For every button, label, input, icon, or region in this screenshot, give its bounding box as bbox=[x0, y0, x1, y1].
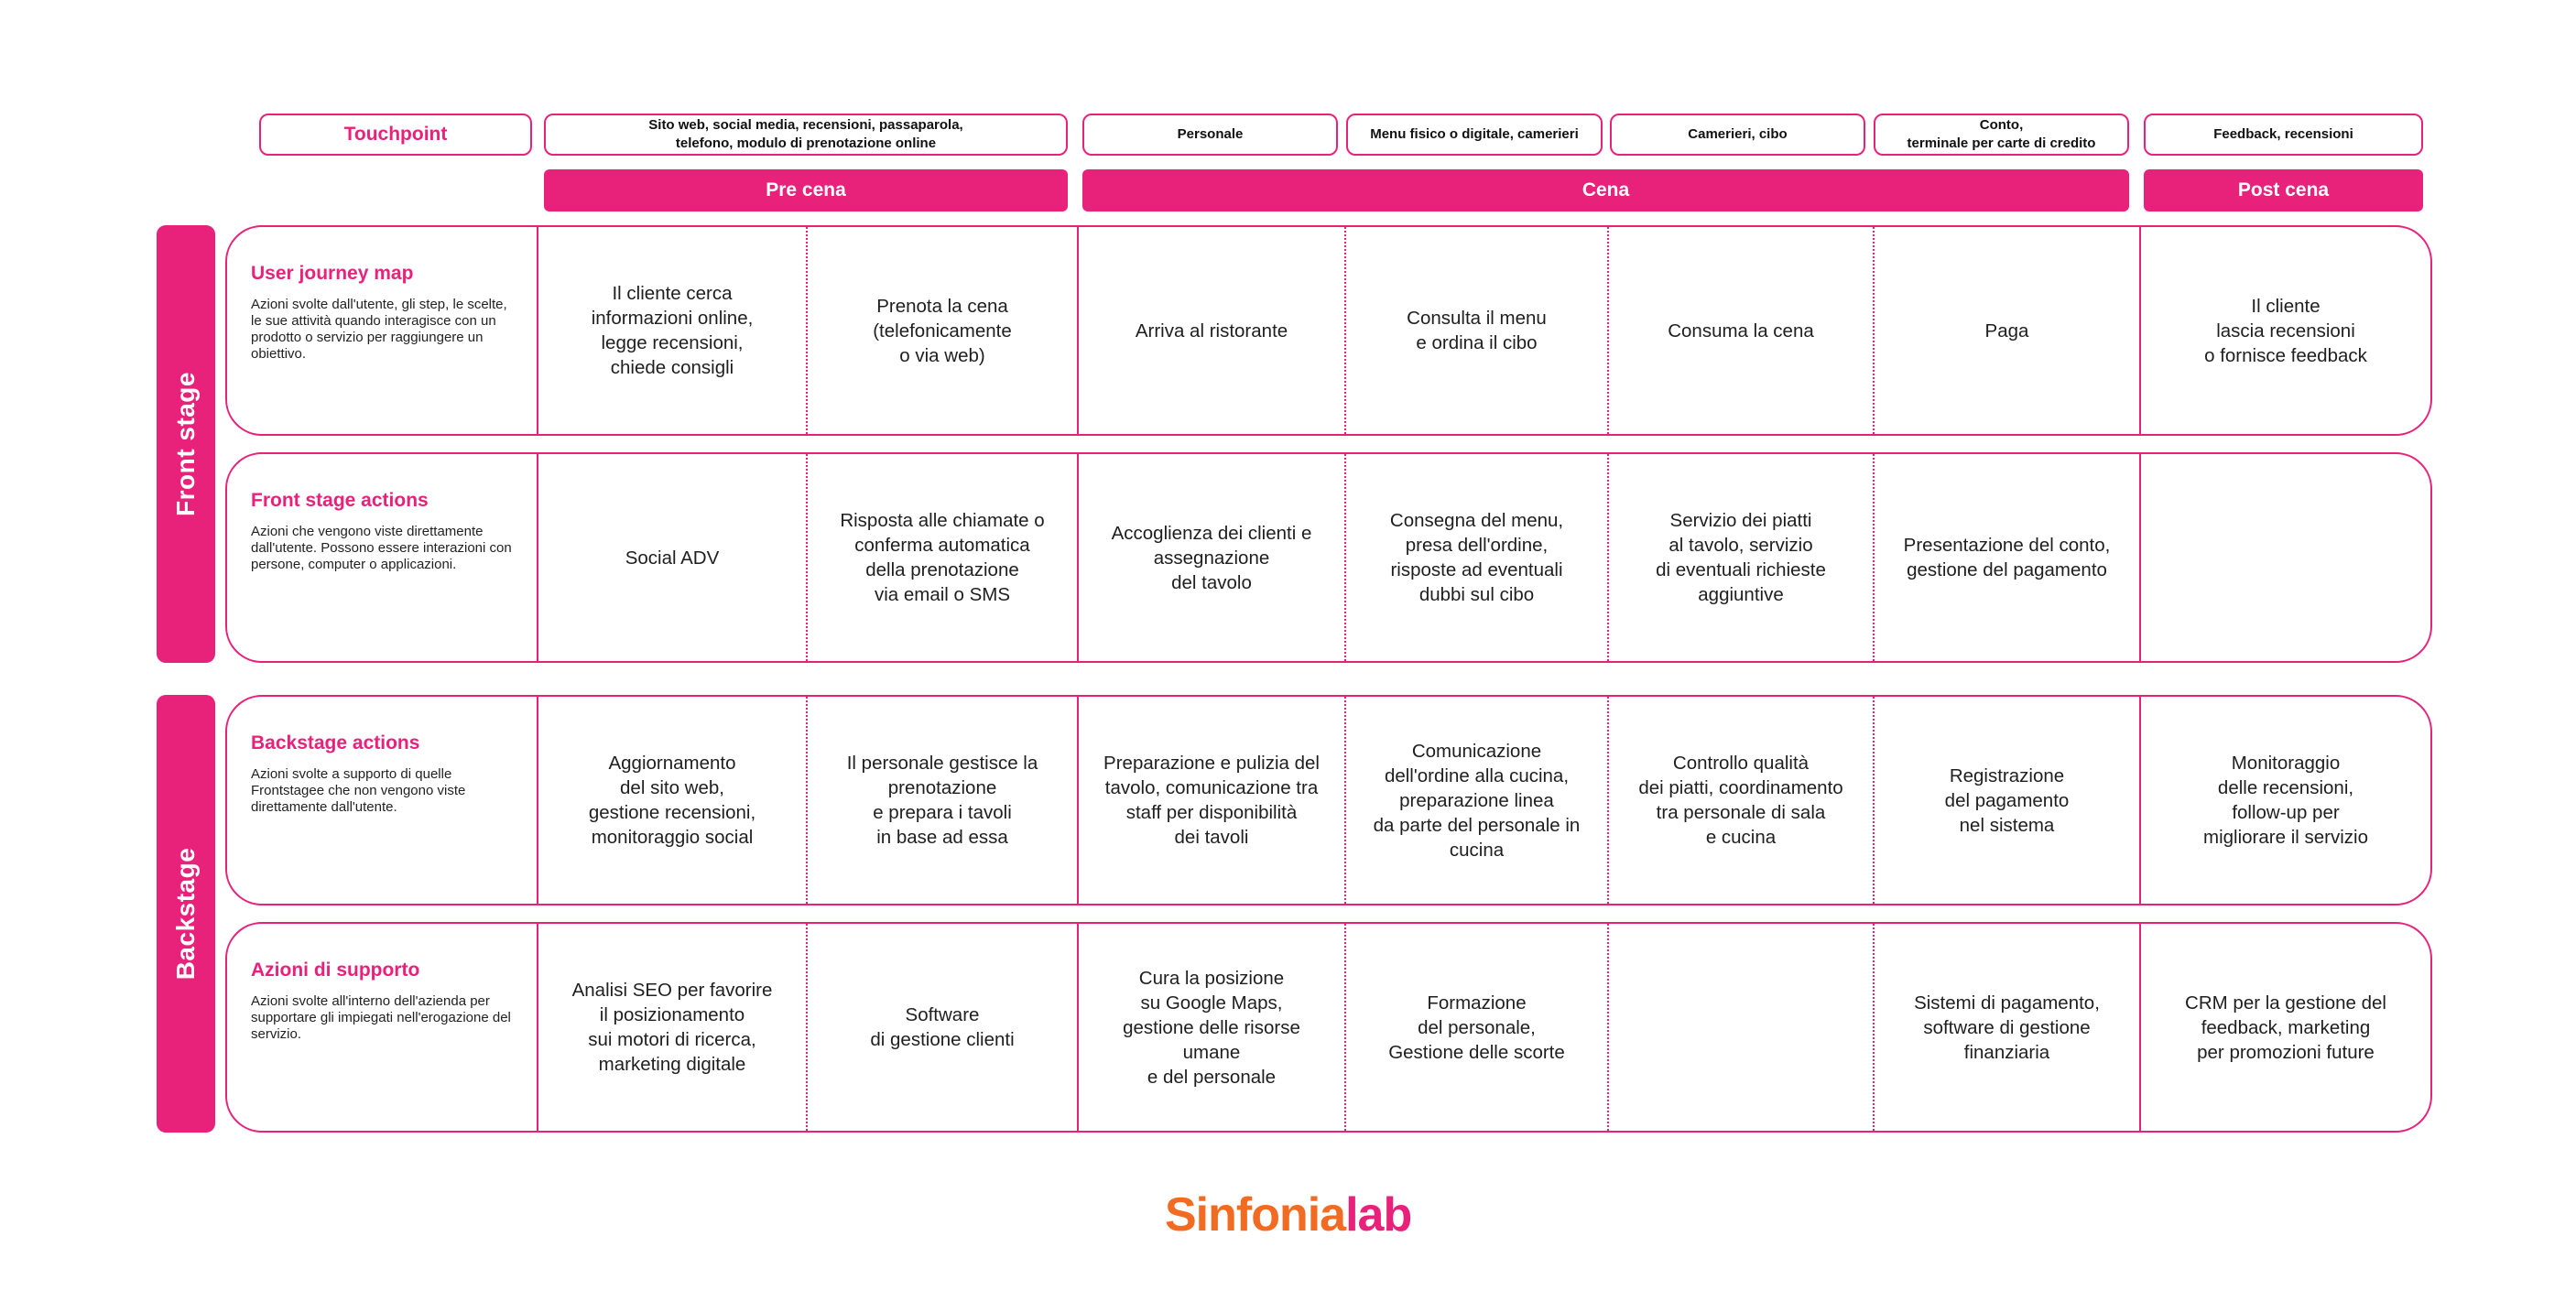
touchpoint-arrival: Personale bbox=[1082, 114, 1338, 156]
support-cell: Sistemi di pagamento, software di gestione finanziaria bbox=[1914, 992, 2100, 1063]
journey-cell: Consuma la cena bbox=[1668, 320, 1814, 342]
logo-part-lab: lab bbox=[1345, 1188, 1412, 1241]
touchpoint-label: Touchpoint bbox=[259, 114, 532, 156]
journey-cell: Prenota la cena (telefonicamente o via web) bbox=[873, 295, 1012, 366]
row-description-text: Azioni che vengono viste direttamente dall'utente. Possono essere interazioni con persone, computer o applicazioni. bbox=[251, 524, 512, 572]
row-title: Backstage actions bbox=[251, 732, 420, 753]
backstage-cell: Controllo qualità dei piatti, coordinamento tra personale di sala e cucina bbox=[1638, 753, 1843, 848]
touchpoint-pre-cena: Sito web, social media, recensioni, passaparola, telefono, modulo di prenotazione online bbox=[544, 114, 1068, 156]
touchpoint-post-cena: Feedback, recensioni bbox=[2144, 114, 2423, 156]
row-front-stage-actions bbox=[225, 452, 2432, 663]
backstage-label: Backstage bbox=[171, 847, 200, 981]
row-description bbox=[227, 454, 537, 661]
backstage-cell: Registrazione del pagamento nel sistema bbox=[1944, 764, 2070, 836]
row-description bbox=[227, 697, 537, 904]
front-stage-sidebar bbox=[157, 225, 215, 663]
journey-cell: Il cliente cerca informazioni online, legge recensioni, chiede consigli bbox=[591, 283, 754, 378]
phase-pre-cena: Pre cena bbox=[544, 169, 1068, 211]
support-cell: Software di gestione clienti bbox=[870, 1004, 1015, 1050]
row-backstage-actions bbox=[225, 695, 2432, 905]
support-cell: Analisi SEO per favorire il posizionamento sui motori di ricerca, marketing digitale bbox=[571, 980, 773, 1075]
front-stage-label: Front stage bbox=[171, 372, 200, 516]
journey-cell: Consulta il menu e ordina il cibo bbox=[1407, 308, 1547, 353]
backstage-cell: Comunicazione dell'ordine alla cucina, preparazione linea da parte del personale in cucina bbox=[1373, 740, 1581, 861]
row-user-journey-map bbox=[225, 225, 2432, 436]
row-title: Front stage actions bbox=[251, 490, 429, 511]
front-stage-cell: Consegna del menu, presa dell'ordine, risposte ad eventuali dubbi sul cibo bbox=[1389, 510, 1564, 605]
front-stage-cell: Accoglienza dei clienti e assegnazione del tavolo bbox=[1111, 522, 1312, 593]
front-stage-cell: Presentazione del conto, gestione del pagamento bbox=[1903, 535, 2111, 580]
row-description bbox=[227, 227, 537, 434]
backstage-sidebar bbox=[157, 695, 215, 1133]
phase-cena: Cena bbox=[1082, 169, 2129, 211]
front-stage-cell: Servizio dei piatti al tavolo, servizio di eventuali richieste aggiuntive bbox=[1656, 510, 1826, 605]
backstage-cell: Aggiornamento del sito web, gestione recensioni, monitoraggio social bbox=[588, 753, 756, 848]
touchpoint-meal: Camerieri, cibo bbox=[1610, 114, 1865, 156]
journey-cell: Arriva al ristorante bbox=[1135, 320, 1288, 342]
support-cell: Formazione del personale, Gestione delle scorte bbox=[1388, 992, 1565, 1063]
row-azioni-di-supporto bbox=[225, 922, 2432, 1133]
touchpoint-order: Menu fisico o digitale, camerieri bbox=[1346, 114, 1603, 156]
row-description bbox=[227, 924, 537, 1131]
journey-cell: Il cliente lascia recensioni o fornisce feedback bbox=[2204, 295, 2367, 366]
row-title: User journey map bbox=[251, 263, 414, 284]
backstage-cell: Il personale gestisce la prenotazione e prepara i tavoli in base ad essa bbox=[846, 753, 1038, 848]
logo-part-sinfonia: Sinfonia bbox=[1165, 1188, 1346, 1241]
row-description-text: Azioni svolte dall'utente, gli step, le scelte, le sue attività quando interagisce con un prodotto o servizio per raggiungere un obiettivo. bbox=[251, 297, 507, 362]
journey-cell: Paga bbox=[1984, 320, 2029, 342]
backstage-cell: Monitoraggio delle recensioni, follow-up per migliorare il servizio bbox=[2203, 753, 2368, 848]
support-cell: Cura la posizione su Google Maps, gestione delle risorse umane e del personale bbox=[1123, 967, 1300, 1088]
row-description-text: Azioni svolte a supporto di quelle Frontstagee che non vengono viste direttamente dall'utente. bbox=[251, 766, 466, 815]
front-stage-cell bbox=[2141, 454, 2430, 661]
front-stage-cell: Social ADV bbox=[625, 547, 720, 569]
phase-post-cena: Post cena bbox=[2144, 169, 2423, 211]
row-description-text: Azioni svolte all'interno dell'azienda per supportare gli impiegati nell'erogazione del servizio. bbox=[251, 993, 511, 1042]
support-cell: CRM per la gestione del feedback, marketing per promozioni future bbox=[2185, 992, 2386, 1063]
support-cell bbox=[1609, 924, 1873, 1131]
backstage-cell: Preparazione e pulizia del tavolo, comunicazione tra staff per disponibilità dei tavoli bbox=[1103, 753, 1320, 848]
front-stage-cell: Risposta alle chiamate o conferma automatica della prenotazione via email o SMS bbox=[840, 510, 1045, 605]
sinfonialab-logo bbox=[1165, 1187, 1411, 1243]
touchpoint-payment: Conto, terminale per carte di credito bbox=[1874, 114, 2129, 156]
row-title: Azioni di supporto bbox=[251, 959, 420, 981]
